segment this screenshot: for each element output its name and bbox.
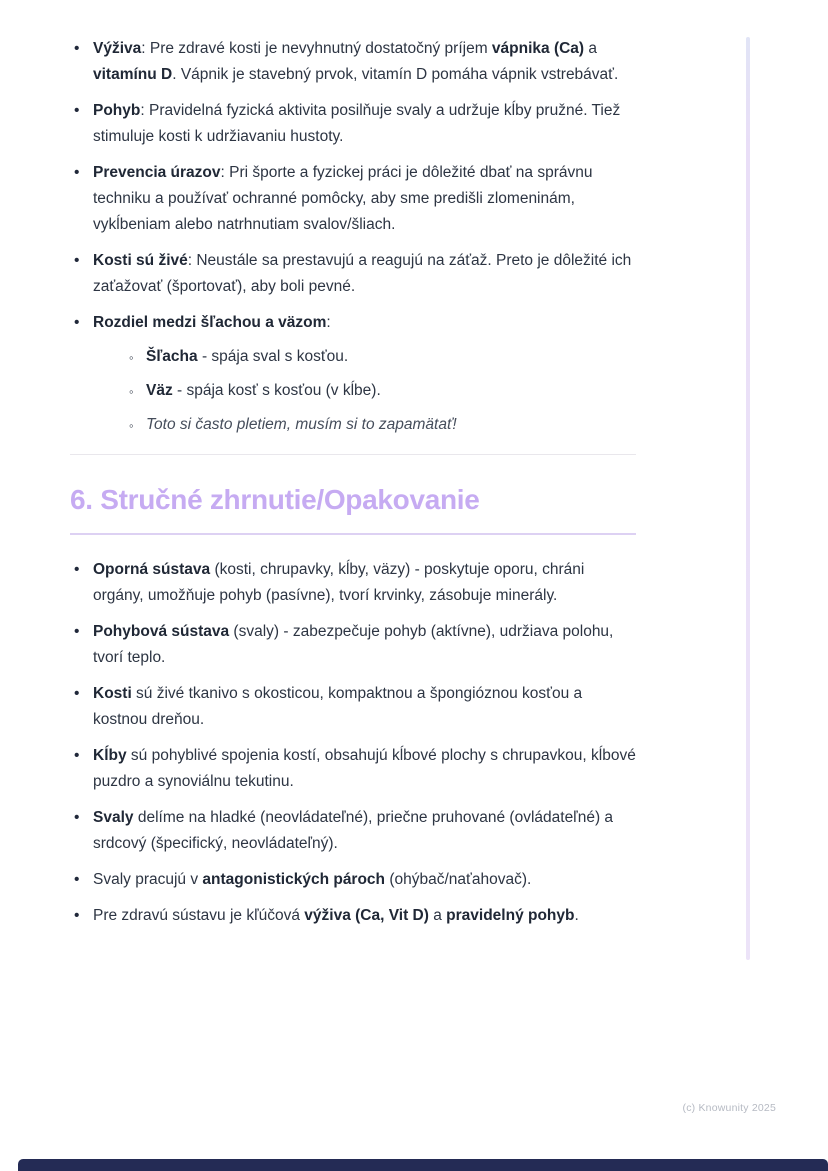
term-label: Kĺby	[93, 747, 127, 764]
item-text: .	[574, 907, 579, 924]
bullet-icon: •	[74, 252, 80, 269]
list-item	[70, 903, 636, 929]
next-page-edge	[18, 1159, 828, 1171]
bullet-icon: •	[74, 907, 80, 924]
term-label: vápnika (Ca)	[491, 40, 585, 57]
sub-list-item	[93, 378, 636, 404]
bullet-icon: •	[74, 40, 80, 57]
item-text: : Pri športe a fyzickej práci je dôležité dbať na správnu techniku a používať ochranné pomôcky, aby sme predišli zlomeninám, vykĺbeniam alebo natrhnutiam svalov/šliach.	[93, 164, 593, 233]
term-label: Svaly	[93, 809, 134, 826]
sub-list	[93, 344, 636, 438]
list-item	[70, 557, 636, 609]
item-text: sú živé tkanivo s okosticou, kompaktnou a špongióznou kosťou a kostnou dreňou.	[93, 685, 583, 728]
health-tips-list	[70, 36, 636, 438]
list-item	[70, 160, 636, 238]
item-text: : Pravidelná fyzická aktivita posilňuje svaly a udržuje kĺby pružné. Tiež stimuluje kosti k udržiavaniu hustoty.	[93, 102, 621, 145]
bullet-icon: •	[74, 623, 80, 640]
bullet-icon: •	[74, 102, 80, 119]
term-label: Oporná sústava	[93, 561, 211, 578]
sub-bullet-icon: ◦	[129, 384, 134, 399]
item-text: - spája sval s kosťou.	[197, 348, 349, 365]
bullet-icon: •	[74, 747, 80, 764]
term-label: výživa (Ca, Vit D)	[304, 907, 429, 924]
section-heading: 6. Stručné zhrnutie/Opakovanie	[70, 484, 480, 515]
item-text: Pre zdravú sústavu je kľúčová	[93, 907, 305, 924]
term-label: Výživa	[93, 40, 142, 57]
heading-underline	[70, 533, 636, 535]
sub-list-item	[93, 344, 636, 370]
list-item	[70, 98, 636, 150]
list-item	[70, 36, 636, 88]
note-text: Toto si často pletiem, musím si to zapamätať!	[146, 416, 457, 433]
item-text: a	[428, 907, 447, 924]
bullet-icon: •	[74, 561, 80, 578]
term-label: Rozdiel medzi šľachou a väzom	[93, 314, 327, 331]
personal-note-item	[93, 412, 636, 438]
item-text: . Vápnik je stavebný prvok, vitamín D pomáha vápnik vstrebávať.	[172, 66, 619, 83]
list-item	[70, 681, 636, 733]
term-label: Väz	[146, 382, 173, 399]
term-label: Kosti	[93, 685, 132, 702]
term-label: Pohybová sústava	[93, 623, 230, 640]
term-label: Pohyb	[93, 102, 141, 119]
item-text: a	[584, 40, 598, 57]
bullet-icon: •	[74, 314, 80, 331]
term-label: vitamínu D	[93, 66, 173, 83]
item-text: (svaly) - zabezpečuje pohyb (aktívne), udržiava polohu, tvorí teplo.	[93, 623, 614, 666]
item-text: - spája kosť s kosťou (v kĺbe).	[172, 382, 381, 399]
item-text: (ohýbač/naťahovač).	[385, 871, 532, 888]
list-item	[70, 805, 636, 857]
term-label: pravidelný pohyb	[446, 907, 575, 924]
list-item	[70, 248, 636, 300]
summary-list	[70, 557, 636, 929]
list-item	[70, 743, 636, 795]
item-text: sú pohyblivé spojenia kostí, obsahujú kĺbové plochy s chrupavkou, kĺbové puzdro a synoviálnu tekutinu.	[93, 747, 636, 790]
bullet-icon: •	[74, 685, 80, 702]
notes-content	[70, 36, 636, 939]
item-text: :	[326, 314, 331, 331]
term-label: Šľacha	[146, 348, 198, 365]
term-label: antagonistických pároch	[202, 871, 386, 888]
scrollbar-thumb[interactable]	[746, 37, 750, 960]
copyright-text: (c) Knowunity 2025	[682, 1102, 776, 1114]
sub-bullet-icon: ◦	[129, 350, 134, 365]
section-divider	[70, 454, 636, 455]
item-text: Svaly pracujú v	[93, 871, 203, 888]
term-label: Prevencia úrazov	[93, 164, 221, 181]
item-text: (kosti, chrupavky, kĺby, väzy) - poskytuje oporu, chráni orgány, umožňuje pohyb (pasívne), tvorí krvinky, zásobuje minerály.	[93, 561, 585, 604]
term-label: Kosti sú živé	[93, 252, 188, 269]
item-text: delíme na hladké (neovládateľné), priečne pruhované (ovládateľné) a srdcový (špecifický, neovládateľný).	[93, 809, 614, 852]
list-item	[70, 619, 636, 671]
list-item	[70, 867, 636, 893]
bullet-icon: •	[74, 809, 80, 826]
item-text: : Neustále sa prestavujú a reagujú na záťaž. Preto je dôležité ich zaťažovať (športovať), aby boli pevné.	[93, 252, 632, 295]
sub-bullet-icon: ◦	[129, 418, 134, 433]
bullet-icon: •	[74, 871, 80, 888]
list-item	[70, 310, 636, 438]
item-text: : Pre zdravé kosti je nevyhnutný dostatočný príjem	[141, 40, 492, 57]
bullet-icon: •	[74, 164, 80, 181]
